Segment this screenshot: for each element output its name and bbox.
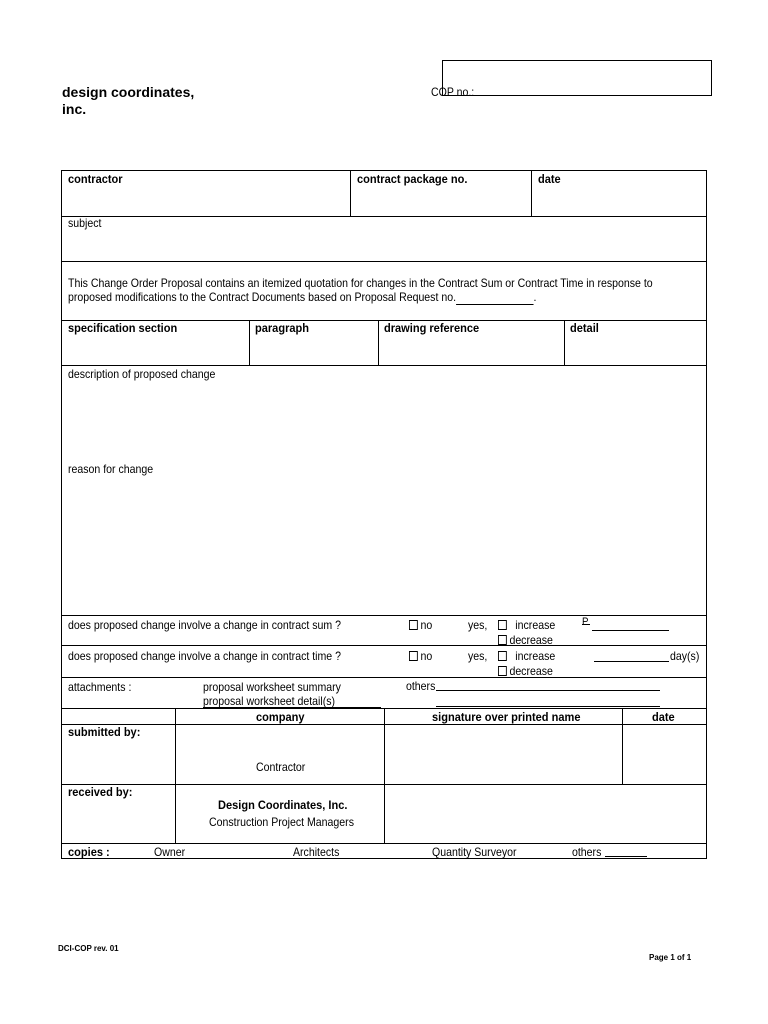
date-column-header: date (652, 710, 675, 724)
received-company-subtitle: Construction Project Managers (209, 815, 354, 829)
copies-label: copies : (68, 845, 110, 859)
time-increase-label: increase (515, 649, 556, 663)
copies-architects: Architects (293, 845, 340, 859)
divider (378, 320, 379, 365)
peso-sign: P (582, 616, 589, 628)
paragraph-label: paragraph (255, 321, 309, 335)
copies-quantity-surveyor: Quantity Surveyor (432, 845, 517, 859)
checkbox-icon (409, 651, 418, 661)
divider (564, 320, 565, 365)
checkbox-icon (498, 620, 507, 630)
divider (175, 708, 176, 843)
time-days-field[interactable] (594, 647, 669, 662)
form-code: DCI-COP rev. 01 (58, 944, 119, 953)
received-company: Design Coordinates, Inc. (218, 798, 348, 812)
proposal-request-field[interactable] (456, 290, 533, 305)
submitted-date-field[interactable] (623, 724, 706, 782)
contractor-label: contractor (68, 172, 123, 186)
copies-owner: Owner (154, 845, 186, 859)
time-decrease-option[interactable] (498, 664, 553, 678)
signature-column-header: signature over printed name (432, 710, 581, 724)
intro-text: This Change Order Proposal contains an itemized quotation for changes in the Contract Sum or Contract Time in response to proposed modifications to the Contract Documents based on Proposal Request no. (68, 276, 653, 304)
company-name-line2: inc. (62, 101, 87, 117)
intro-paragraph (68, 276, 653, 305)
submitted-by-label: submitted by: (68, 725, 141, 739)
time-increase-option[interactable] (498, 649, 555, 663)
contractor-field[interactable] (62, 186, 348, 214)
detail-label: detail (570, 321, 599, 335)
subject-field[interactable] (62, 230, 706, 258)
received-by-label: received by: (68, 785, 133, 799)
copies-others-field[interactable] (605, 844, 647, 857)
sum-yes-label: yes, (468, 618, 488, 632)
attachment-details: proposal worksheet detail(s) (203, 694, 336, 708)
checkbox-icon (498, 651, 507, 661)
time-no-label: no (420, 649, 433, 663)
sum-increase-label: increase (515, 618, 556, 632)
description-field[interactable] (62, 382, 706, 458)
sum-amount-field[interactable] (592, 616, 669, 631)
submitted-company: Contractor (256, 760, 306, 774)
company-name (62, 84, 194, 118)
sum-decrease-label: decrease (509, 633, 553, 647)
checkbox-icon (409, 620, 418, 630)
checkbox-icon (498, 666, 507, 676)
intro-end: . (533, 290, 537, 304)
cop-number-label: COP no.: (431, 85, 475, 99)
time-no-option[interactable] (409, 649, 432, 663)
date-label: date (538, 172, 561, 186)
description-label: description of proposed change (68, 367, 216, 381)
time-yes-label: yes, (468, 649, 488, 663)
time-unit-label: day(s) (670, 649, 700, 663)
attachments-others-line2 (436, 706, 660, 707)
sum-decrease-option[interactable] (498, 633, 553, 647)
reason-label: reason for change (68, 462, 154, 476)
subject-label: subject (68, 216, 102, 230)
received-signature-field[interactable] (385, 784, 621, 842)
divider (62, 261, 707, 262)
contract-package-field[interactable] (351, 186, 530, 214)
time-decrease-label: decrease (509, 664, 553, 678)
company-column-header: company (256, 710, 305, 724)
sum-no-label: no (420, 618, 433, 632)
submitted-signature-field[interactable] (385, 724, 621, 782)
sum-question: does proposed change involve a change in contract sum ? (68, 618, 341, 632)
attachments-others-label: others (406, 679, 436, 693)
divider (62, 645, 707, 646)
sum-increase-option[interactable] (498, 618, 555, 632)
date-field[interactable] (532, 186, 706, 214)
peso-sign-stroke (582, 624, 590, 625)
company-name-line1: design coordinates, (62, 84, 195, 100)
copies-others: others (572, 845, 602, 859)
divider (249, 320, 250, 365)
attachments-others-field[interactable] (436, 677, 660, 691)
contract-package-label: contract package no. (357, 172, 468, 186)
page-number: Page 1 of 1 (649, 953, 692, 962)
cop-number-box[interactable] (442, 60, 712, 96)
reason-field[interactable] (62, 478, 706, 612)
received-date-field[interactable] (623, 784, 706, 842)
drawing-reference-label: drawing reference (384, 321, 480, 335)
checkbox-icon (498, 635, 507, 645)
divider (62, 216, 707, 217)
attachment-summary: proposal worksheet summary (203, 680, 341, 694)
attachments-label: attachments : (68, 680, 132, 694)
spec-section-label: specification section (68, 321, 178, 335)
divider (62, 365, 707, 366)
sum-no-option[interactable] (409, 618, 432, 632)
time-question: does proposed change involve a change in contract time ? (68, 649, 341, 663)
attachment-underline (203, 707, 381, 708)
